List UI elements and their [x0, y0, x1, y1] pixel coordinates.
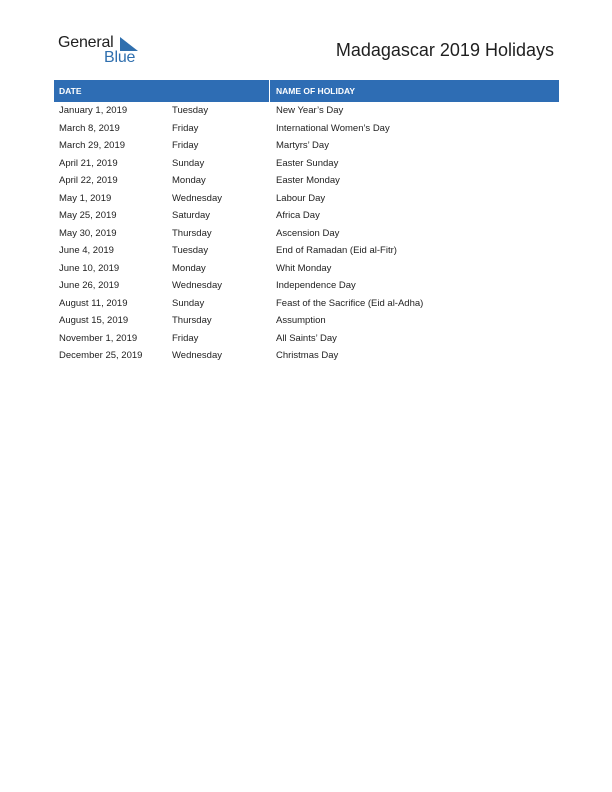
holiday-name: Feast of the Sacrifice (Eid al-Adha)	[276, 297, 424, 309]
holiday-weekday: Monday	[172, 175, 206, 186]
table-row	[54, 155, 559, 173]
holiday-table	[54, 80, 559, 365]
holiday-weekday: Thursday	[172, 227, 212, 239]
table-row	[54, 207, 559, 225]
holiday-weekday: Wednesday	[172, 350, 222, 361]
holiday-weekday: Wednesday	[172, 192, 222, 204]
holiday-name: Whit Monday	[276, 262, 332, 274]
holiday-weekday: Wednesday	[172, 280, 222, 291]
logo-text-general: General	[58, 34, 114, 51]
header-divider	[269, 80, 270, 102]
holiday-date: August 11, 2019	[59, 297, 128, 309]
table-row	[54, 312, 559, 330]
holiday-date: June 10, 2019	[59, 262, 120, 274]
holiday-name: Ascension Day	[276, 227, 340, 239]
table-header	[54, 80, 559, 102]
table-body	[54, 102, 559, 365]
holiday-name: Martyrs’ Day	[276, 140, 329, 151]
table-row	[54, 190, 559, 208]
holiday-name: New Year’s Day	[276, 105, 344, 116]
holiday-name: Easter Monday	[276, 175, 340, 186]
table-row	[54, 137, 559, 155]
holiday-name: Easter Sunday	[276, 157, 339, 169]
holiday-weekday: Tuesday	[172, 245, 209, 256]
holiday-date: April 22, 2019	[59, 175, 118, 186]
table-row	[54, 120, 559, 138]
holiday-name: International Women’s Day	[276, 122, 390, 134]
table-row	[54, 225, 559, 243]
table-row	[54, 172, 559, 190]
holiday-date: May 30, 2019	[59, 227, 117, 239]
holiday-weekday: Tuesday	[172, 105, 209, 116]
table-row	[54, 295, 559, 313]
holiday-weekday: Sunday	[172, 297, 205, 309]
table-row	[54, 347, 559, 365]
holiday-name: Africa Day	[276, 210, 320, 221]
holiday-weekday: Thursday	[172, 315, 212, 326]
holiday-date: April 21, 2019	[59, 157, 118, 169]
column-header-date: DATE	[59, 86, 82, 96]
table-row	[54, 242, 559, 260]
holiday-name: End of Ramadan (Eid al-Fitr)	[276, 245, 397, 256]
holiday-date: May 25, 2019	[59, 210, 117, 221]
holiday-name: Christmas Day	[276, 350, 339, 361]
table-row	[54, 330, 559, 348]
holiday-weekday: Sunday	[172, 157, 205, 169]
holiday-date: March 8, 2019	[59, 122, 120, 134]
holiday-date: March 29, 2019	[59, 140, 126, 151]
holiday-date: August 15, 2019	[59, 315, 129, 326]
holiday-date: May 1, 2019	[59, 192, 112, 204]
table-row	[54, 260, 559, 278]
holiday-weekday: Monday	[172, 262, 206, 274]
holiday-name: Labour Day	[276, 192, 326, 204]
table-row	[54, 277, 559, 295]
holiday-weekday: Friday	[172, 140, 199, 151]
holiday-date: November 1, 2019	[59, 332, 138, 344]
holiday-weekday: Saturday	[172, 210, 211, 221]
page-title: Madagascar 2019 Holidays	[335, 40, 554, 60]
holiday-name: All Saints’ Day	[276, 332, 337, 344]
holiday-date: December 25, 2019	[59, 350, 143, 361]
logo-text-blue: Blue	[104, 49, 136, 66]
holiday-name: Assumption	[276, 315, 326, 326]
holiday-date: June 26, 2019	[59, 280, 120, 291]
table-row	[54, 102, 559, 120]
holiday-date: June 4, 2019	[59, 245, 114, 256]
holiday-name: Independence Day	[276, 280, 356, 291]
column-header-holiday-name: NAME OF HOLIDAY	[276, 86, 356, 96]
holiday-date: January 1, 2019	[59, 105, 128, 116]
holiday-weekday: Friday	[172, 122, 199, 134]
holiday-weekday: Friday	[172, 332, 199, 344]
generalblue-logo	[58, 34, 148, 70]
